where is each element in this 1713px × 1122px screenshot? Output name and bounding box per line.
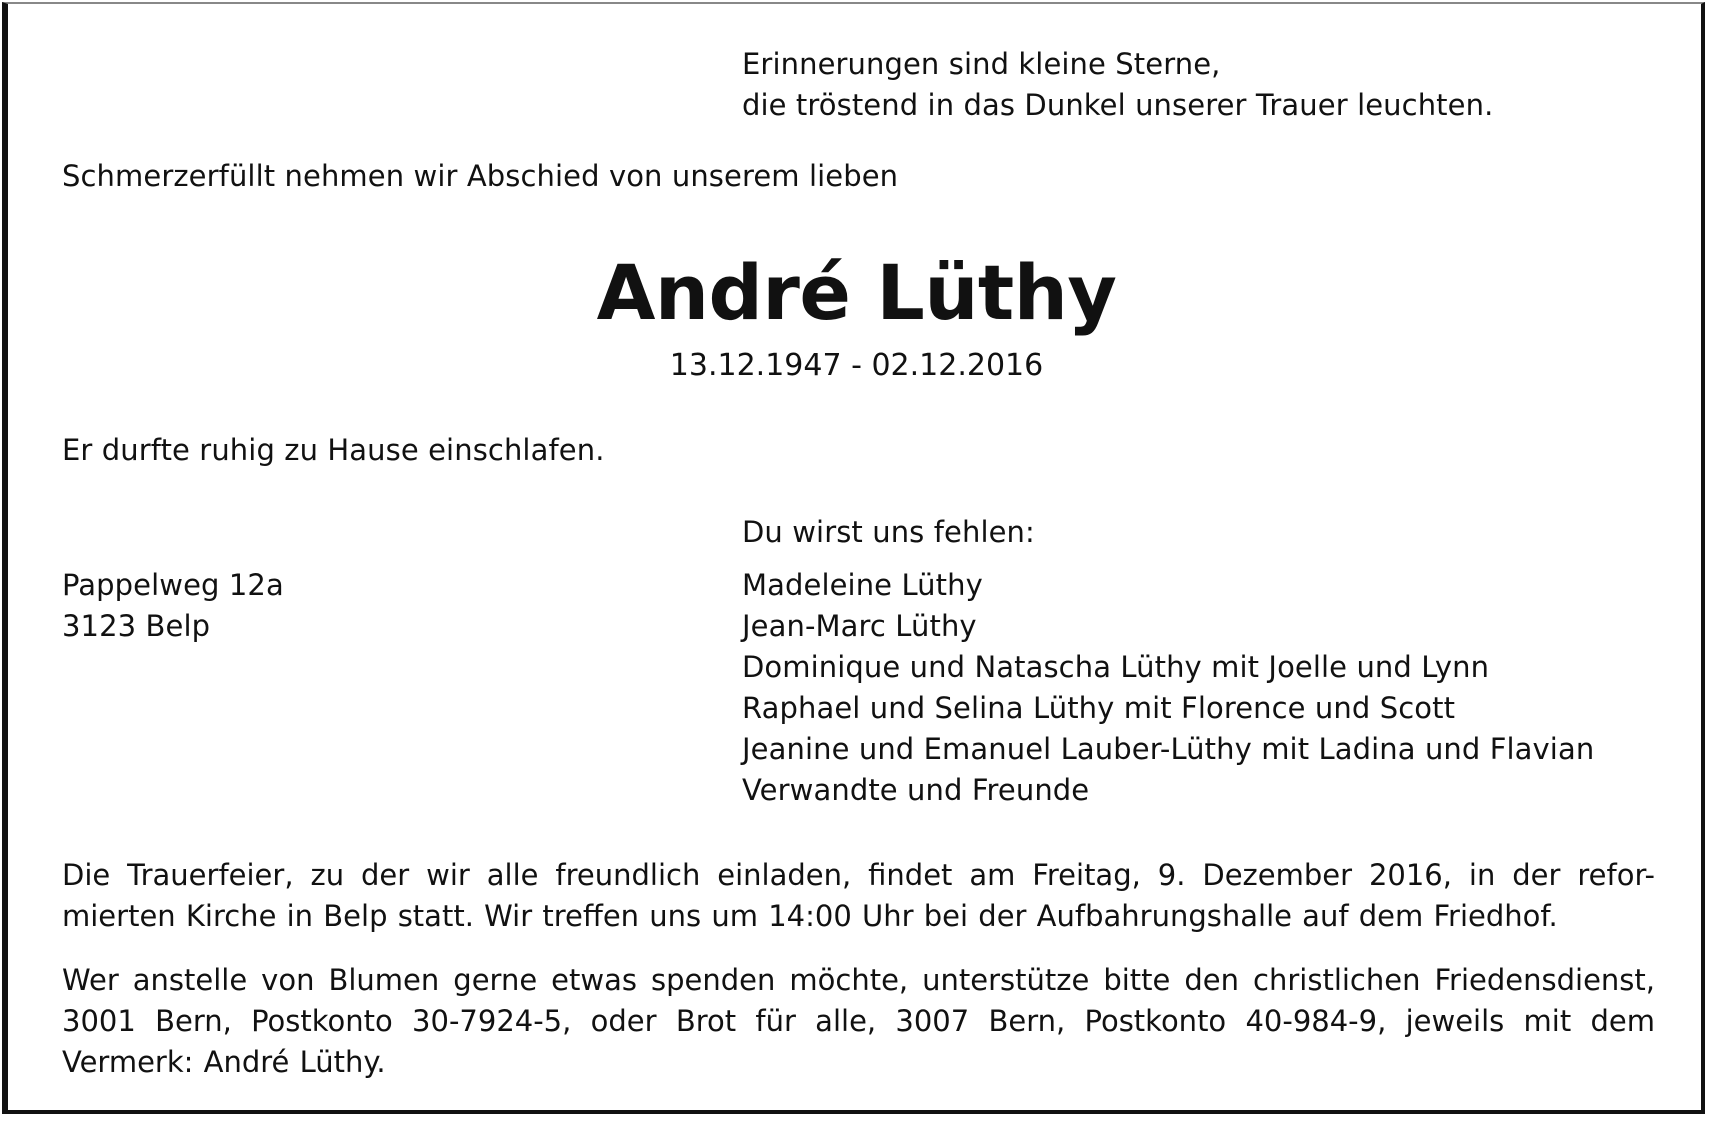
mourner-entry: Madeleine Lüthy <box>742 568 983 602</box>
intro-text: Schmerzerfüllt nehmen wir Abschied von unserem lieben <box>62 159 899 193</box>
mourners-heading: Du wirst uns fehlen: <box>742 515 1035 549</box>
quote-line-1: Erinnerungen sind kleine Sterne, <box>742 47 1221 81</box>
address-city: 3123 Belp <box>62 609 211 643</box>
quote-line-2: die tröstend in das Dunkel unserer Trauer leuchten. <box>742 88 1494 122</box>
mourner-entry: Jeanine und Emanuel Lauber-Lüthy mit Ladina und Flavian <box>742 732 1595 766</box>
opening-quote <box>742 44 1493 126</box>
mourner-entry: Verwandte und Freunde <box>742 773 1090 807</box>
mourner-entry: Raphael und Selina Lüthy mit Florence und Scott <box>742 691 1456 725</box>
life-dates: 13.12.1947 - 02.12.2016 <box>669 348 1044 383</box>
mourners-list <box>742 565 1594 811</box>
passing-note: Er durfte ruhig zu Hause einschlafen. <box>62 433 605 467</box>
donation-note: Wer anstelle von Blumen gerne etwas spenden möchte, unterstütze bitte den christlichen Friedensdienst, 3001 Bern, Postkonto 30-7924-5, oder Brot für alle, 3007 Bern, Postkonto 40-984-9, jeweils mit dem Vermerk: André Lüthy. <box>62 963 1655 1079</box>
deceased-name: André Lüthy <box>596 248 1117 337</box>
address-street: Pappelweg 12a <box>62 568 284 602</box>
mourner-entry: Dominique und Natascha Lüthy mit Joelle und Lynn <box>742 650 1490 684</box>
mourner-entry: Jean-Marc Lüthy <box>742 609 977 643</box>
funeral-announcement: Die Trauerfeier, zu der wir alle freundlich einladen, findet am Freitag, 9. Dezember 2016, in der refor-mierten Kirche in Belp statt. Wir treffen uns um 14:00 Uhr bei der Aufbahrungshalle auf dem Friedhof. <box>62 858 1655 933</box>
address-block <box>62 565 284 647</box>
